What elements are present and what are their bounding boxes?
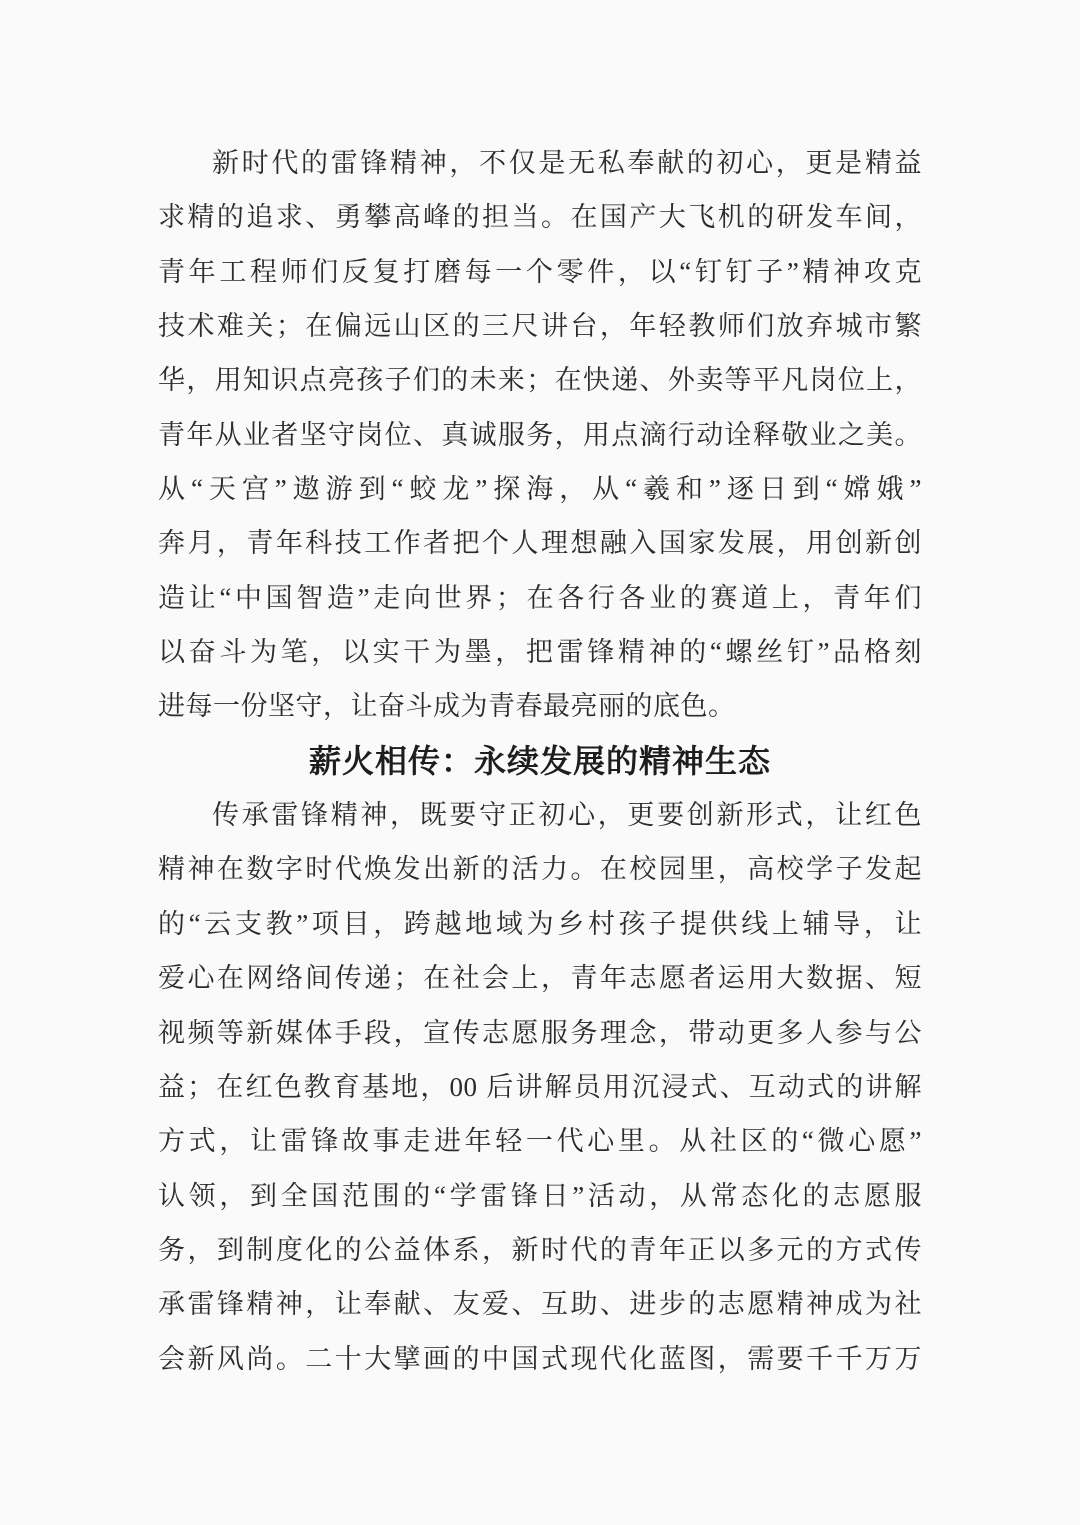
- text-line: 承雷锋精神，让奉献、友爱、互助、进步的志愿精神成为社: [158, 1289, 922, 1320]
- text-line: 求精的追求、勇攀高峰的担当。在国产大飞机的研发车间，: [158, 202, 922, 233]
- text-line: 从“天宫”遨游到“蛟龙”探海，从“羲和”逐日到“嫦娥”: [158, 474, 922, 505]
- text-line: 认领，到全国范围的“学雷锋日”活动，从常态化的志愿服: [158, 1180, 922, 1211]
- text-column: [158, 136, 922, 1386]
- text-line: 的“云支教”项目，跨越地域为乡村孩子提供线上辅导，让: [158, 908, 922, 939]
- paragraph-2: [158, 788, 922, 1386]
- text-line: 会新风尚。二十大擘画的中国式现代化蓝图，需要千千万万: [158, 1343, 922, 1374]
- text-line: 新时代的雷锋精神，不仅是无私奉献的初心，更是精益: [212, 148, 922, 178]
- text-line: 精神在数字时代焕发出新的活力。在校园里，高校学子发起: [158, 854, 922, 885]
- text-line: 务，到制度化的公益体系，新时代的青年正以多元的方式传: [158, 1234, 922, 1265]
- text-line: 爱心在网络间传递；在社会上，青年志愿者运用大数据、短: [158, 963, 922, 994]
- text-line: 方式，让雷锋故事走进年轻一代心里。从社区的“微心愿”: [158, 1126, 922, 1157]
- text-line: 技术难关；在偏远山区的三尺讲台，年轻教师们放弃城市繁: [158, 311, 922, 342]
- text-line: 视频等新媒体手段，宣传志愿服务理念，带动更多人参与公: [158, 1017, 922, 1048]
- text-line: 青年从业者坚守岗位、真诚服务，用点滴行动诠释敬业之美。: [158, 419, 922, 450]
- paragraph-1: [158, 136, 922, 734]
- text-line: 以奋斗为笔，以实干为墨，把雷锋精神的“螺丝钉”品格刻: [158, 637, 922, 668]
- text-line: 造让“中国智造”走向世界；在各行各业的赛道上，青年们: [158, 582, 922, 613]
- text-line: 青年工程师们反复打磨每一个零件，以“钉钉子”精神攻克: [158, 256, 922, 287]
- text-line: 益；在红色教育基地，00 后讲解员用沉浸式、互动式的讲解: [158, 1071, 922, 1102]
- text-line: 华，用知识点亮孩子们的未来；在快递、外卖等平凡岗位上，: [158, 365, 922, 396]
- text-line: 奔月，青年科技工作者把个人理想融入国家发展，用创新创: [158, 528, 922, 559]
- text-line: 传承雷锋精神，既要守正初心，更要创新形式，让红色: [212, 800, 922, 831]
- text-line: 进每一份坚守，让奋斗成为青春最亮丽的底色。: [158, 691, 736, 722]
- section-heading: 薪火相传：永续发展的精神生态: [308, 742, 771, 779]
